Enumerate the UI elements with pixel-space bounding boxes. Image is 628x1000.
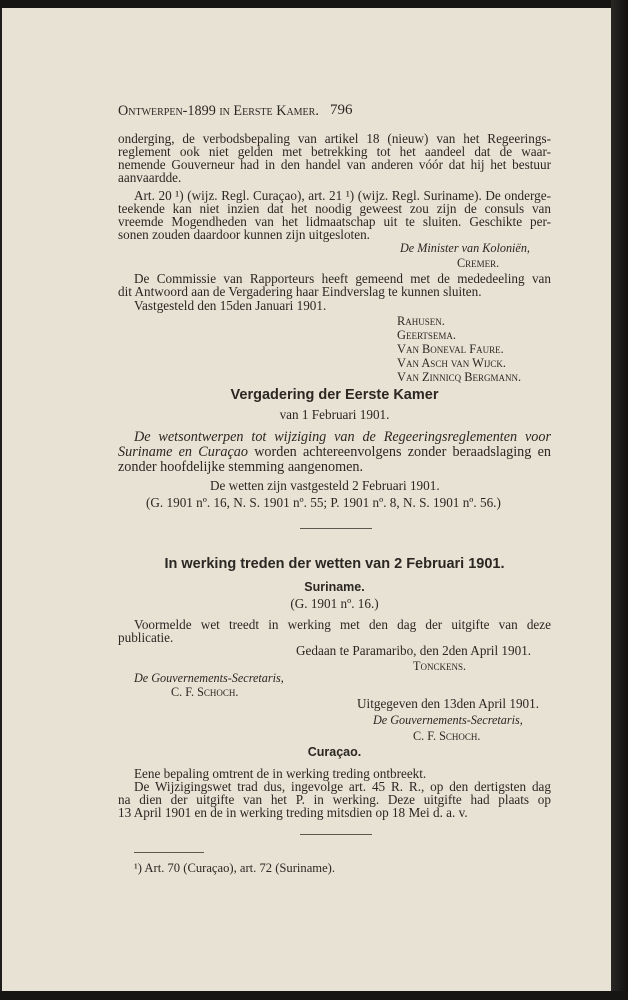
suriname-heading: Suriname. — [304, 580, 365, 594]
curacao-line-4: 13 April 1901 en de in werking treding mitsdien op 18 Mei d. a. v. — [118, 805, 468, 820]
rapporteur-name: Rahusen. — [397, 314, 445, 328]
wetten-vastgesteld: De wetten zijn vastgesteld 2 Februari 1901. — [210, 478, 440, 493]
art-line-1: Art. 20 ¹) (wijz. Regl. Curaçao), art. 21 ¹) (wijz. Regl. Suriname). De onderge- — [134, 188, 551, 203]
minister-name: Cremer. — [457, 256, 500, 270]
vergadering-heading: Vergadering der Eerste Kamer — [230, 387, 439, 403]
rapporteur-name: Geertsema. — [397, 328, 457, 342]
intro-line-2: reglement ook niet gelden met betrekking tot het aandeel dat de waar- — [118, 144, 551, 159]
intro-line-4: aanvaardde. — [118, 170, 182, 185]
rapporteur-name: Van Zinnicq Bergmann. — [397, 370, 522, 384]
running-header-title: Ontwerpen-1899 in Eerste Kamer. — [118, 103, 319, 119]
uitgegeven-date: Uitgegeven den 13den April 1901. — [357, 696, 540, 711]
tonckens-signature: Tonckens. — [413, 659, 466, 673]
secretaris-left-title: De Gouvernements-Secretaris, — [134, 671, 284, 685]
commissie-line-2: dit Antwoord aan de Vergadering haar Eindverslag te kunnen sluiten. — [118, 284, 482, 299]
scan-border-right — [611, 0, 628, 1000]
vergadering-date: van 1 Februari 1901. — [279, 407, 390, 422]
minister-title: De Minister van Koloniën, — [400, 241, 530, 255]
suriname-line-2: publicatie. — [118, 630, 174, 645]
secretaris-left-name: C. F. Schoch. — [171, 685, 239, 699]
curacao-line-2: De Wijzigingswet trad dus, ingevolge art. 45 R. R., op den dertigsten dag — [134, 779, 551, 794]
intro-line-3: nemende Gouverneur had in den handel van anderen vóór dat hij het bestuur — [118, 157, 551, 172]
curacao-line-1: Eene bepaling omtrent de in werking treding ontbreekt. — [134, 766, 427, 781]
art-line-2: teekende kan niet inzien dat het noodig geweest zou zijn de consuls van — [118, 201, 551, 216]
vergadering-line-3: zonder hoofdelijke stemming aangenomen. — [118, 459, 364, 475]
suriname-line-1: Voormelde wet treedt in werking met den dag der uitgifte van deze — [134, 617, 551, 632]
footnote-rule — [134, 852, 204, 853]
commissie-line-1: De Commissie van Rapporteurs heeft gemeend met de mededeeling van — [134, 271, 551, 286]
rapporteur-name: Van Asch van Wijck. — [397, 356, 506, 370]
wetten-references: (G. 1901 nº. 16, N. S. 1901 nº. 55; P. 1901 nº. 8, N. S. 1901 nº. 56.) — [146, 495, 501, 510]
section-divider — [300, 528, 372, 529]
curacao-heading: Curaçao. — [307, 745, 362, 759]
art-line-3: vreemde Mogendheden van het lidmaatschap uit te sluiten. Geschikte per- — [118, 214, 551, 229]
curacao-line-3: na dien der uitgifte van het P. in werking. Deze uitgifte had plaats op — [118, 792, 551, 807]
gedaan-paramaribo: Gedaan te Paramaribo, den 2den April 1901. — [296, 643, 532, 658]
art-line-4: sonen zouden daardoor kunnen zijn uitgesloten. — [118, 227, 370, 242]
vergadering-line-1: De wetsontwerpen tot wijziging van de Regeeringsreglementen voor — [134, 429, 551, 445]
intro-line-1: onderging, de verbodsbepaling van artikel 18 (nieuw) van het Regeerings- — [118, 131, 551, 146]
suriname-reference: (G. 1901 nº. 16.) — [290, 596, 379, 611]
rapporteur-name: Van Boneval Faure. — [397, 342, 504, 356]
vergadering-line-2: Suriname en Curaçao worden achtereenvolgens zonder beraadslaging en — [118, 444, 551, 460]
secretaris-right-title: De Gouvernements-Secretaris, — [373, 713, 523, 727]
secretaris-right-name: C. F. Schoch. — [413, 729, 481, 743]
scan-border-bottom — [0, 991, 628, 1000]
page-number: 796 — [330, 102, 353, 118]
footnote: ¹) Art. 70 (Curaçao), art. 72 (Suriname). — [134, 861, 336, 875]
section-divider — [300, 834, 372, 835]
vastgesteld-date: Vastgesteld den 15den Januari 1901. — [134, 298, 327, 313]
inwerking-heading: In werking treden der wetten van 2 Februari 1901. — [164, 556, 505, 572]
scan-border-top — [0, 0, 611, 8]
